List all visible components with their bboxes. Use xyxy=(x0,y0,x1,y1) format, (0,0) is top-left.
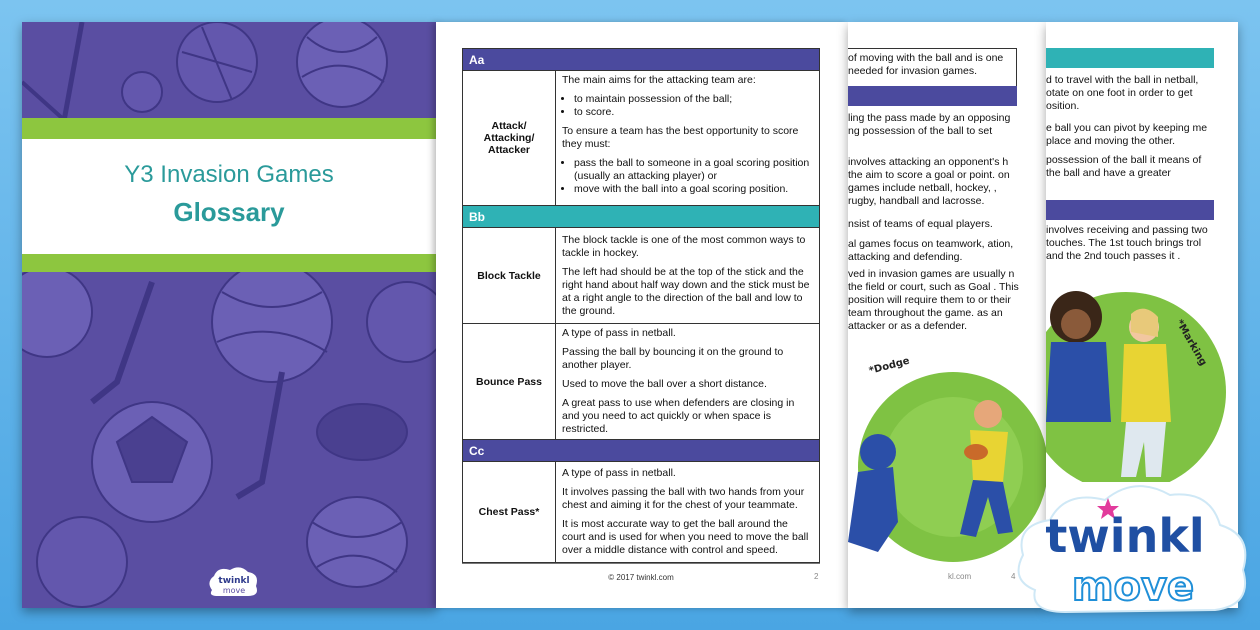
twinkl-move-logo-icon xyxy=(204,562,264,602)
definition-paragraph: It involves passing the ball with two hands from your chest and aiming it for the chest of your teammate. xyxy=(562,486,805,511)
page-number: 2 xyxy=(814,572,819,581)
text-fragment: nsist of teams of equal players. xyxy=(848,218,993,230)
letter-header-row xyxy=(463,49,820,71)
brand-word-twinkl: twinkl xyxy=(1045,509,1205,563)
definition-paragraph: The left had should be at the top of the stick and the right hand about half way down and the stick must be at a right angle to the direction of the ball and low to the ground. xyxy=(562,265,810,317)
glossary-definition xyxy=(556,228,820,324)
glossary-entry-row xyxy=(463,462,820,563)
glossary-entry-row xyxy=(463,228,820,324)
glossary-definition xyxy=(556,462,820,563)
definition-bullet-list xyxy=(562,93,813,119)
definition-paragraph: Passing the ball by bouncing it on the ground to another player. xyxy=(562,346,784,371)
letter-header: Aa xyxy=(463,49,820,71)
definition-bullet-list xyxy=(562,157,813,196)
marking-illustration xyxy=(1046,282,1238,482)
text-fragment: involves attacking an opponent's h the aim to score a goal or point. on games include netball, hockey, , rugby, handball and lacrosse. xyxy=(848,156,1010,207)
text-fragment: involves receiving and passing two touches. The 1st touch brings trol and the 2nd touch passes it . xyxy=(1046,224,1208,262)
definition-paragraph: Used to move the ball over a short distance. xyxy=(562,378,767,390)
cover-title: Y3 Invasion Games xyxy=(124,161,334,188)
text-fragment: possession of the ball it means of the ball and have a greater xyxy=(1046,154,1202,179)
definition-bullet: • move with the ball into a goal scoring position. xyxy=(574,183,813,196)
definition-paragraph: The block tackle is one of the most common ways to tackle in hockey. xyxy=(562,233,806,259)
glossary-entry-row xyxy=(463,71,820,206)
letter-header-bar xyxy=(1046,200,1214,220)
definition-paragraph: The main aims for the attacking team are: xyxy=(562,74,756,86)
letter-header-row xyxy=(463,206,820,228)
glossary-definition xyxy=(556,324,820,440)
glossary-entry-row xyxy=(463,324,820,440)
glossary-term: Block Tackle xyxy=(463,228,556,324)
letter-header: Bb xyxy=(463,206,820,228)
glossary-page-2 xyxy=(436,22,848,608)
marking-label: *Marking xyxy=(1173,318,1209,368)
letter-header-bar xyxy=(1046,48,1214,68)
definition-paragraph: To ensure a team has the best opportunity to score they must: xyxy=(562,125,799,150)
definition-bullet: • pass the ball to someone in a goal scoring position (usually an attacking player) or xyxy=(574,157,813,183)
text-fragment: ved in invasion games are usually n the field or court, such as Goal . This position will require them to or their team throughout the game. as an attacker or as a defender. xyxy=(848,268,1019,332)
glossary-term: Chest Pass* xyxy=(463,462,556,563)
green-band-top xyxy=(22,118,436,139)
brand-word-move: move xyxy=(1071,564,1195,610)
glossary-table xyxy=(462,48,820,563)
glossary-term: Bounce Pass xyxy=(463,324,556,440)
page-number: 4 xyxy=(1011,572,1016,581)
logo-word-bottom: move xyxy=(222,586,246,595)
letter-header-bar xyxy=(848,86,1017,106)
cover-title-panel xyxy=(22,139,436,254)
text-fragment: d to travel with the ball in netball, otate on one foot in order to get osition. xyxy=(1046,74,1199,112)
dodge-label: *Dodge xyxy=(867,355,911,377)
definition-paragraph: It is most accurate way to get the ball around the court and is used for when you need to move the ball over a middle distance with control and speed. xyxy=(562,518,809,556)
page-footer: kl.com xyxy=(948,572,972,581)
sports-equipment-pattern xyxy=(22,22,436,608)
definition-paragraph: A type of pass in netball. xyxy=(562,327,676,339)
definition-paragraph: A type of pass in netball. xyxy=(562,467,676,479)
page-footer: © 2017 twinkl.com xyxy=(462,563,820,582)
definition-bullet: • to score. xyxy=(574,106,813,119)
cover-subtitle: Glossary xyxy=(173,197,285,227)
twinkl-move-brand-logo-icon xyxy=(1005,470,1255,625)
green-band-bottom xyxy=(22,254,436,272)
definition-paragraph: A great pass to use when defenders are closing in and you need to act quickly or when space is restricted. xyxy=(562,397,795,435)
text-fragment: ling the pass made by an opposing ng possession of the ball to set xyxy=(848,112,1011,137)
logo-word-top: twinkl xyxy=(218,576,250,586)
text-fragment: e ball you can pivot by keeping me place and moving the other. xyxy=(1046,122,1208,147)
cover-page xyxy=(22,22,436,608)
letter-header: Cc xyxy=(463,440,820,462)
glossary-term: Attack/ Attacking/ Attacker xyxy=(463,71,556,206)
text-fragment: al games focus on teamwork, ation, attacking and defending. xyxy=(848,238,1014,263)
letter-header-row xyxy=(463,440,820,462)
glossary-definition xyxy=(556,71,820,206)
text-fragment: of moving with the ball and is one needed for invasion games. xyxy=(848,52,1004,77)
definition-bullet: • to maintain possession of the ball; xyxy=(574,93,813,106)
